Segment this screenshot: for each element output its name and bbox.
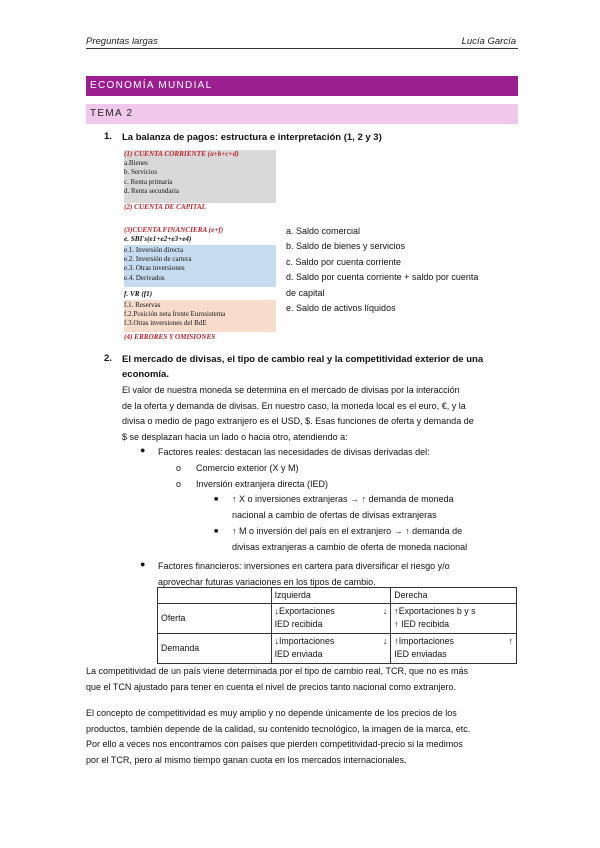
financial-e-list [124, 246, 276, 283]
cell-line: ↑Importaciones [394, 636, 454, 646]
option-item: c. Saldo por cuenta corriente [286, 256, 402, 267]
sub-bullet: o [176, 463, 182, 473]
real-factors: Factores reales: destacan las necesidades de divisas derivadas del: [158, 447, 430, 457]
financial-account-title: (3)CUENTA FINANCIERA (e+f) [124, 226, 224, 234]
table-header-row [158, 588, 517, 604]
paragraph-line: productos, también depende de la calidad, su contenido tecnológico, la imagen de la marca, etc. [86, 723, 471, 734]
financial-factors [158, 559, 518, 590]
option-item: d. Saldo por cuenta corriente + saldo por cuenta [286, 272, 479, 283]
header-divider [86, 48, 518, 49]
section-title: ECONOMÍA MUNDIAL [86, 76, 518, 96]
table-header-cell: Izquierda [271, 588, 391, 604]
bullet-dot: ● [140, 445, 146, 455]
cell-line: ↑ IED recibida [394, 619, 450, 629]
table-row-label: Demanda [158, 634, 272, 664]
financial-e-item: e.4. Derivados [124, 273, 165, 282]
paragraph-line: por el TCR, pero al mismo tiempo ganan cuota en los mercados internacionales. [86, 754, 407, 765]
table-header-cell: Derecha [391, 588, 517, 604]
sub-sub-item-line: nacional a cambio de ofertas de divisas extranjeras [232, 509, 437, 520]
balance-options [286, 224, 518, 316]
header-left: Preguntas largas [86, 36, 158, 47]
up-arrow-icon: ↑ [508, 636, 513, 646]
down-arrow-icon: ↓ [382, 606, 388, 616]
q2-title-line: El mercado de divisas, el tipo de cambio real y la competitividad exterior de una [122, 354, 484, 365]
paragraph-line: El concepto de competitividad es muy amplio y no depende únicamente de los precios de los [86, 708, 457, 718]
financial-e-title: e. SBI's(e1+e2+e3+e4) [124, 235, 192, 243]
financial-e-item: e.3. Otras inversiones [124, 264, 185, 273]
current-account-item: a.Bienes [124, 159, 148, 168]
current-account-item: c. Renta primaria [124, 177, 173, 186]
paragraph-line: de la oferta y demanda de divisas. En nuestro caso, la moneda local es el euro, €, y la [122, 400, 466, 411]
sub-sub-bullet: ■ [214, 528, 219, 535]
cell-line: ↑Exportaciones b y s [394, 606, 476, 616]
current-account-title: (1) CUENTA CORRIENTE (a+b+c+d) [124, 150, 239, 158]
table-row [158, 634, 517, 664]
sub-item: Comercio exterior (X y M) [196, 463, 299, 473]
paragraph-line: La competitividad de un país viene determinada por el tipo de cambio real, TCR, que no es más [86, 666, 469, 676]
sub-sub-bullet: ■ [214, 496, 219, 503]
financial-f-list [124, 301, 276, 329]
subsection-title: TEMA 2 [86, 104, 518, 124]
bullet-dot: ● [140, 559, 146, 569]
current-account-item: b. Servicios [124, 168, 158, 177]
paragraph-line: $ se desplazan hacia un lado o hacia otro, atendiendo a: [122, 431, 348, 442]
down-arrow-icon: ↓ [382, 636, 388, 646]
option-item: a. Saldo comercial [286, 226, 361, 236]
option-item: b. Saldo de bienes y servicios [286, 241, 406, 252]
sub-bullet: o [176, 479, 182, 489]
financial-factors-line: aprovechar futuras variaciones en los tipos de cambio. [158, 576, 376, 587]
paragraph-line: Por ello a veces nos encontramos con países que pierden competitividad-precio si la medimos [86, 739, 463, 750]
q1-number: 1. [104, 131, 112, 142]
table-cell [391, 604, 517, 634]
q2-title [122, 352, 522, 382]
sub-sub-item-line: ↑ M o inversión del país en el extranjero → ↑ demanda de [232, 526, 463, 536]
paragraph-line: divisa o medio de pago extranjero es el USD, $. Esas funciones de oferta y demanda de [122, 416, 474, 427]
option-item: de capital [286, 287, 325, 298]
cell-line: ↓Importaciones [274, 636, 335, 646]
financial-f-item: f.2.Posición neta frente Eurosistema [124, 310, 226, 319]
current-account-item: d. Renta secundaria [124, 186, 180, 195]
closing-paragraph-2 [86, 706, 522, 768]
financial-f-item: f.1. Reservas [124, 301, 161, 309]
cell-line: IED recibida [274, 619, 323, 629]
cell-line: IED enviadas [394, 649, 447, 659]
closing-paragraph-1 [86, 664, 522, 695]
table-cell [391, 634, 517, 664]
cell-line: IED enviada [274, 649, 323, 659]
financial-e-item: e.2. Inversión de cartera [124, 255, 192, 264]
table-cell [271, 634, 391, 664]
table-header-cell [158, 588, 272, 604]
errors-title: (4) ERRORES Y OMISIONES [124, 333, 216, 341]
financial-e-item: e.1. Inversión directa [124, 246, 184, 254]
q2-paragraph [122, 383, 522, 445]
capital-account-title: (2) CUENTA DE CAPITAL [124, 203, 207, 211]
paragraph-line: que el TCN ajustado para tener en cuenta el nivel de precios tanto nacional como extranjero. [86, 681, 457, 692]
q1-title: La balanza de pagos: estructura e interpretación (1, 2 y 3) [122, 132, 382, 143]
table-cell [271, 604, 391, 634]
financial-f-item: f.3.Otras inversiones del BdE [124, 319, 207, 328]
sub-sub-item [232, 492, 522, 523]
header-right: Lucía García [461, 36, 516, 47]
cell-line: ↓Exportaciones [274, 606, 335, 616]
current-account-list [124, 150, 276, 196]
table-row [158, 604, 517, 634]
q2-number: 2. [104, 353, 112, 364]
financial-factors-line: Factores financieros: inversiones en cartera para diversificar el riesgo y/o [158, 561, 450, 571]
exchange-table [157, 587, 517, 664]
q2-title-line: economía. [122, 369, 169, 380]
sub-sub-item [232, 524, 522, 555]
table-row-label: Oferta [158, 604, 272, 634]
financial-f-title: f. VR (f1) [124, 290, 153, 298]
sub-sub-item-line: divisas extranjeras a cambio de oferta de moneda nacional [232, 541, 468, 552]
sub-sub-item-line: ↑ X o inversiones extranjeras → ↑ demanda de moneda [232, 494, 454, 504]
option-item: e. Saldo de activos líquidos [286, 303, 396, 314]
sub-item: Inversión extranjera directa (IED) [196, 479, 329, 489]
paragraph-line: El valor de nuestra moneda se determina en el mercado de divisas por la interacción [122, 385, 460, 395]
